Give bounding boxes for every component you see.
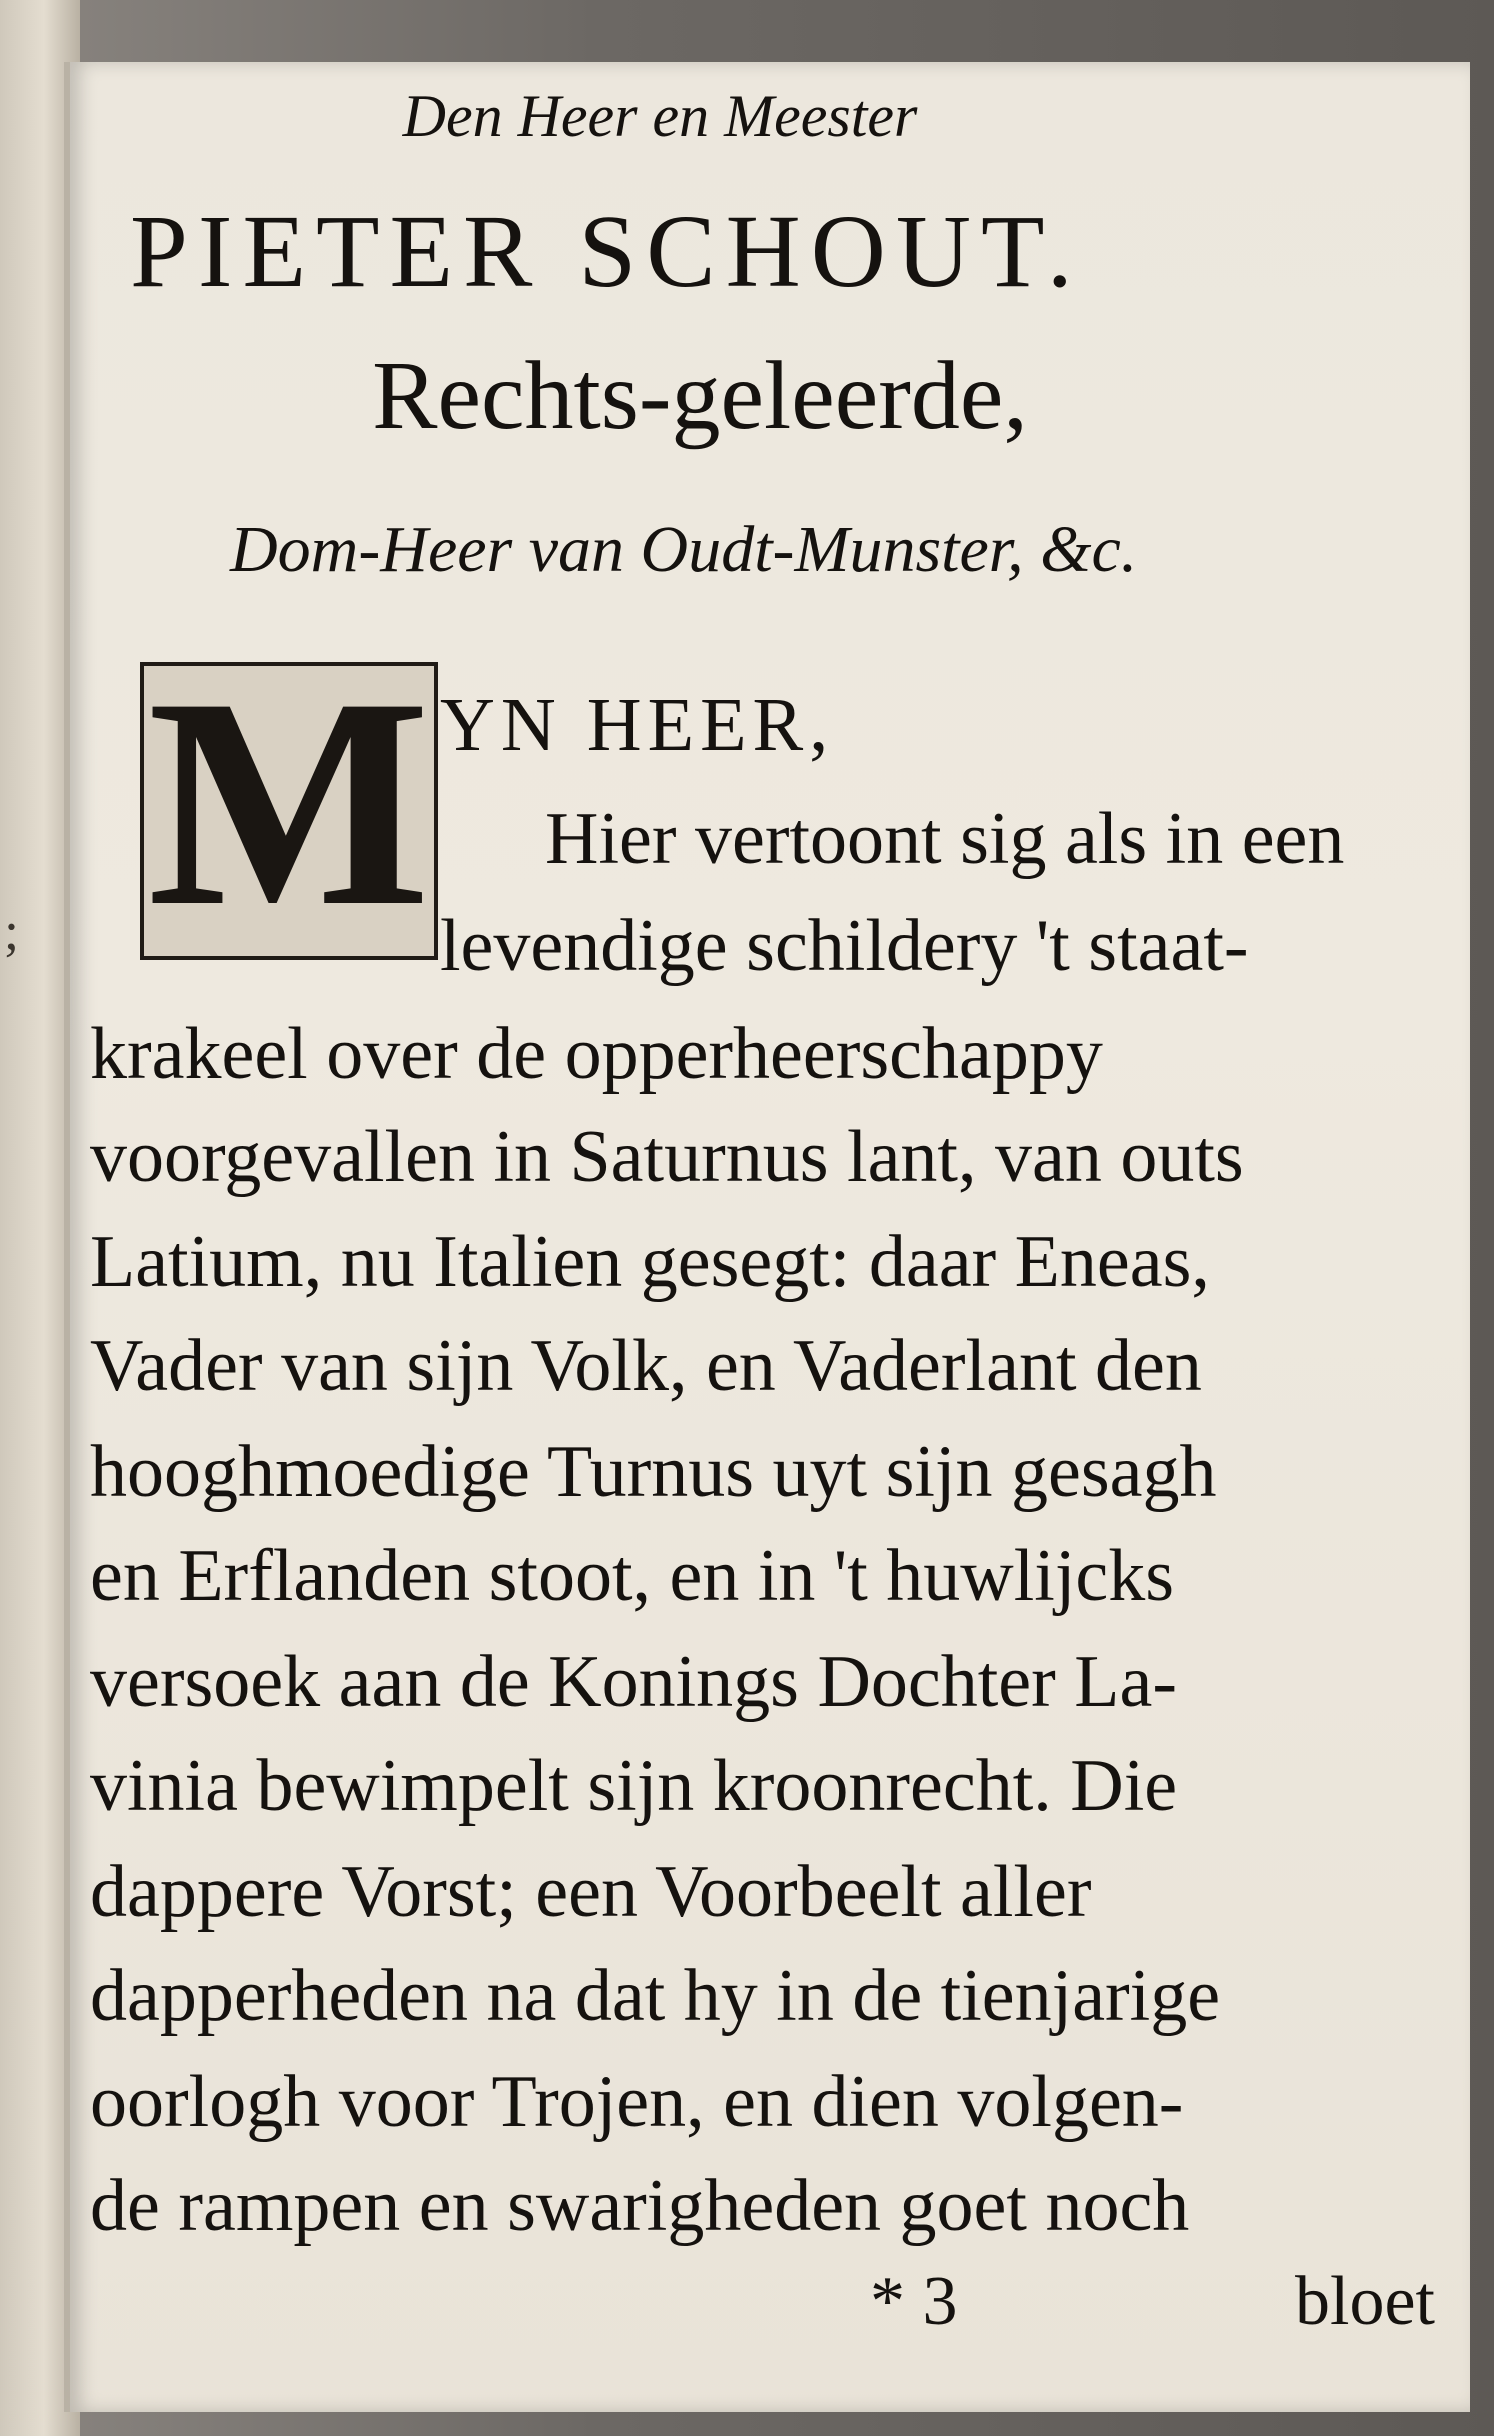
body-line: dappere Vorst; een Voorbeelt aller <box>90 1851 1092 1933</box>
body-line: Vader van sijn Volk, en Vaderlant den <box>90 1325 1202 1407</box>
body-line: krakeel over de opperheerschappy <box>90 1013 1103 1095</box>
body-line: de rampen en swarigheden goet noch <box>90 2165 1190 2247</box>
body-line: dapperheden na dat hy in de tienjarige <box>90 1955 1221 2037</box>
dedicatee-title: Rechts-geleerde, <box>372 342 1028 450</box>
book-page <box>64 62 1470 2412</box>
body-line: oorlogh voor Trojen, en dien volgen- <box>90 2061 1184 2143</box>
body-line: hooghmoedige Turnus uyt sijn gesagh <box>90 1431 1217 1513</box>
body-line: voorgevallen in Saturnus lant, van outs <box>90 1116 1244 1198</box>
body-line: en Erflanden stoot, en in 't huwlijcks <box>90 1535 1175 1617</box>
body-line: vinia bewimpelt sijn kroonrecht. Die <box>90 1745 1178 1827</box>
body-line: versoek aan de Konings Dochter La- <box>90 1641 1177 1723</box>
body-line: Latium, nu Italien gesegt: daar Eneas, <box>90 1221 1210 1303</box>
decorated-initial <box>140 636 438 968</box>
catchword: bloet <box>1295 2263 1435 2340</box>
body-line: Hier vertoont sig als in een <box>545 798 1345 880</box>
previous-page-mark: ; <box>4 901 20 961</box>
initial-letter: M <box>147 636 431 968</box>
signature-mark: * 3 <box>870 2263 958 2340</box>
dedicatee-subtitle: Dom-Heer van Oudt-Munster, &c. <box>230 513 1138 586</box>
dedicatee-name: PIETER SCHOUT. <box>130 194 1083 309</box>
body-line: levendige schildery 't staat- <box>440 905 1249 987</box>
salutation: YN HEER, <box>440 683 835 767</box>
dedication-header: Den Heer en Meester <box>402 83 918 149</box>
